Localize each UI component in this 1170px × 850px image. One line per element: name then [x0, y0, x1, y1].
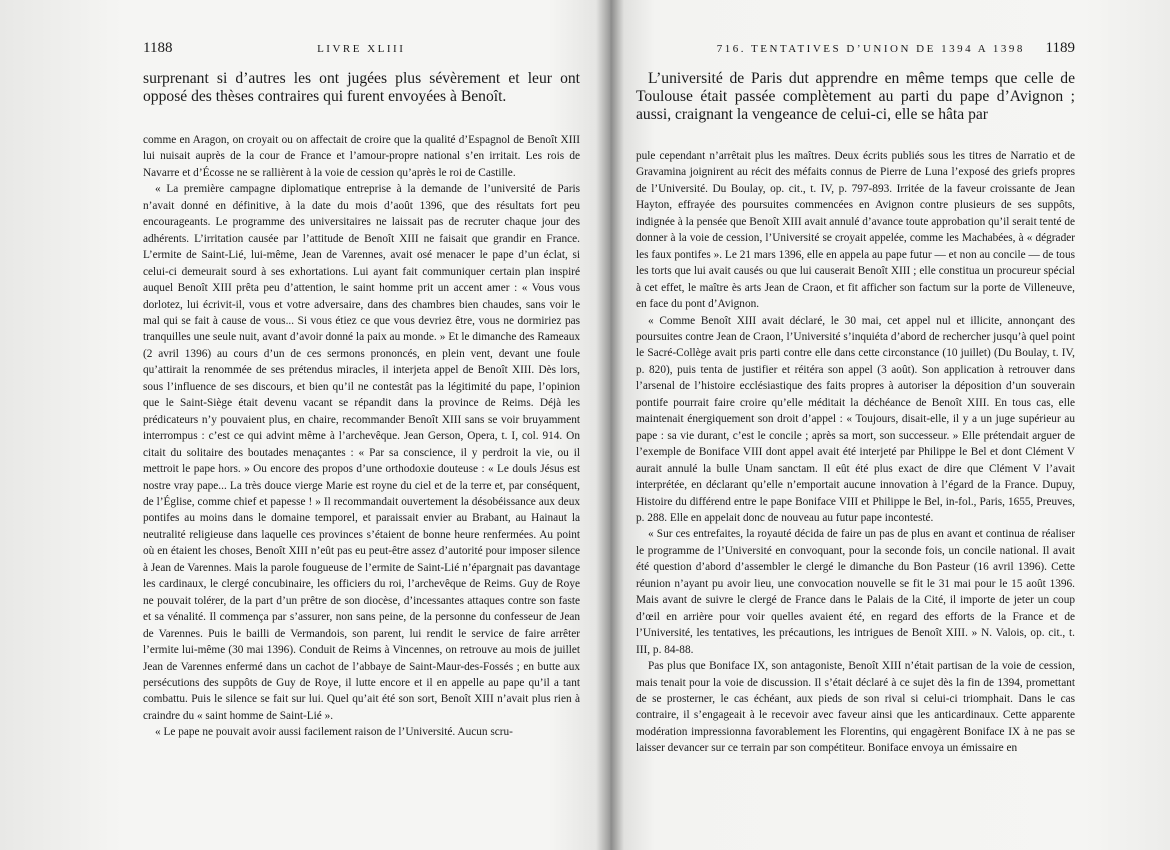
left-page-number: 1188: [143, 40, 173, 56]
left-lead-text: surprenant si d’autres les ont jugées plus sévèrement et leur ont opposé des thèses contraires qui furent envoyées à Benoît.: [143, 70, 580, 105]
right-running-title: 716. TENTATIVES D’UNION DE 1394 A 1398: [716, 43, 1025, 55]
right-paragraph-3: « Sur ces entrefaites, la royauté décida de faire un pas de plus en avant et continua de réaliser le programme de l’Université en convoquant, pour la seconde fois, un concile national. Il avait été question d’abord d’assembler le clergé le dimanche du Bon Pasteur (16 avril 1396). Cette réunion n’ayant pu avoir lieu, une convocation nouvelle se fit le 31 mai pour le 15 août 1396. Mais avant de suivre le clergé de France dans le Palais de la Cité, il importe de jeter un coup d’œil en arrière pour voir quelles avaient été, en regard des efforts de la France et de l’Université, les tentatives, les précautions, les intrigues de Benoît XIII. » N. Valois, op. cit., t. III, p. 84-88.: [636, 528, 1075, 656]
left-running-head: [143, 40, 580, 66]
book-gutter-shadow: [596, 0, 624, 850]
right-paragraph-4: Pas plus que Boniface IX, son antagoniste, Benoît XIII n’était partisan de la voie de cession, mais tenait pour la voie de discussion. Il s’était déclaré à ce sujet dès la fin de 1394, promettant de se prosterner, le cas échéant, aux pieds de son rival si celui-ci triomphait. Dans le cas contraire, il s’engageait à le recevoir avec faveur ainsi que les anticardinaux. Cette apparente modération impressionna favorablement les Florentins, qui engagèrent Boniface IX à ne pas se laisser devancer sur ce terrain par son compétiteur. Boniface envoya un émissaire en: [636, 660, 1075, 755]
left-paragraph-3: « Le pape ne pouvait avoir aussi facilement raison de l’Université. Aucun scru-: [155, 726, 513, 739]
right-running-head: [636, 40, 1075, 66]
right-paragraph-2: « Comme Benoît XIII avait déclaré, le 30 mai, cet appel nul et illicite, annonçant des poursuites contre Jean de Craon, l’Université s’inquiéta d’abord de rechercher jusqu’à quel point le Sacré-Collège avait pris parti contre elle dans cette circonstance (10 juillet) (Du Boulay, t. IV, p. 820), puis tenta de justifier et réitéra son appel (3 août). Son application à retrouver dans l’arsenal de l’histoire ecclésiastique des faits propres à autoriser la déposition d’un souverain pontife pourrait faire croire qu’elle méditait la déchéance de Benoît XIII. En tous cas, elle maintenait énergiquement son droit d’appel : « Toujours, disait-elle, il y a un juge supérieur au pape : sa vie durant, c’est le concile ; après sa mort, son successeur. » Elle prétendait arguer de l’exemple de Boniface VIII dont appel avait été interjeté par Philippe le Bel et dont Clément V aurait annulé la bulle Unam sanctam. Il eût été plus exact de dire que Clément V l’avait interprétée, en déclarant qu’elle n’emportait aucune innovation à l’égard de la France. Dupuy, Histoire du différend entre le pape Boniface VIII et Philippe le Bel, in-fol., Paris, 1655, Preuves, p. 288. Elle en appelait donc de nouveau au futur pape incontesté.: [636, 314, 1075, 524]
right-paragraph-1: pule cependant n’arrêtait plus les maîtres. Deux écrits publiés sous les titres de Narratio et de Gravamina joignirent au récit des méfaits connus de Pierre de Luna l’exposé des griefs propres de l’Université. Du Boulay, op. cit., t. IV, p. 797-893. Irritée de la faveur croissante de Jean Hayton, effrayée des poursuites commencées en Avignon contre plusieurs de ses suppôts, indignée à la pensée que Benoît XIII avait annulé d’avance toute approbation qu’il serait tenté de donner à la voie de cession, l’Université se croyait appelée, comme les Machabées, à « dégrader les faux pontifes ». Le 21 mars 1396, elle en appela au pape futur — et non au concile — de tous les torts que lui avait causés ou que lui causerait Benoît XIII ; elle constitua un procureur spécial à cet effet, le maître ès arts Jean de Craon, et fit afficher son factum sur la porte de Villeneuve, en face du pont d’Avignon.: [636, 150, 1075, 311]
right-page: [610, 0, 1170, 850]
left-paragraph-2: « La première campagne diplomatique entreprise à la demande de l’université de Paris n’avait donné en définitive, à la date du mois d’août 1396, que des résultats fort peu encourageants. Le programme des universitaires ne laissait pas de recruter chaque jour des adhérents. L’irritation causée par l’attitude de Benoît XIII ne faisait que grandir en France. L’ermite de Saint-Lié, lui-même, Jean de Varennes, avait osé menacer le pape d’un éclat, si celui-ci demeurait sourd à ses exhortations. Lui ayant fait communiquer certain plan inspiré auquel Benoît XIII prêta peu d’attention, le saint homme prit un accent amer : « Vous vous dorlotez, lui écrivit-il, vous et votre adversaire, dans des chambres bien chaudes, sans voir le mal qui se fait à cause de vous... Si vous étiez ce que vous devriez être, vous ne dormiriez pas tranquilles une seule nuit, avant d’avoir donné la paix au monde. » Et le dimanche des Rameaux (2 avril 1396) au cours d’un de ces sermons prononcés, en plein vent, devant une foule qu’attirait la renommée de ses prétendus miracles, il interjeta appel de Benoît XIII. Dès lors, sous l’influence de ses discours, et bien qu’il ne contestât pas la légitimité du pape, l’opinion que le Saint-Siège était devenu vacant se répandit dans la province de Reims. Déjà les prédicateurs n’y pouvaient plus, en chaire, recommander Benoît XIII sans se voir bruyamment interrompus : c’est ce qui advint même à l’archevêque. Jean Gerson, Opera, t. I, col. 914. On citait du solitaire des boutades menaçantes : « Par sa conscience, il y perdroit la vie, ou il mettroit le pape hors. » Ou encore des propos d’une orthodoxie douteuse : « Le douls Jésus est nostre vray pape... La très douce vierge Marie est royne du ciel et de la terre et, par conséquent, de l’Église, comme chief et papesse ! » Il recommandait ouvertement la désobéissance aux deux pontifes au moins dans le domaine temporel, et paraissait envier au Brabant, au Hainaut la neutralité religieuse dans laquelle ces provinces s’étaient de bonne heure renfermées. Au point où en étaient les choses, Benoît XIII n’eût pas eu peut-être assez d’autorité pour imposer silence à Jean de Varennes. Mais la parole fougueuse de l’ermite de Saint-Lié n’épargnait pas davantage les cardinaux, le clergé concubinaire, les officiers du roi, l’archevêque de Reims. Guy de Roye ne pouvait tolérer, de la part d’un prêtre de son diocèse, d’incessantes attaques contre son faste et sa vénalité. Il commença par s’assurer, non sans peine, de la personne du confesseur de Jean de Varennes. Puis le bailli de Vermandois, son parent, lui rendit le service de faire arrêter l’ermite lui-même (30 mai 1396). Conduit de Reims à Vincennes, on retrouve au mois de juillet Jean de Varennes enfermé dans un cachot de l’abbaye de Saint-Maur-des-Fossés ; en butte aux persécutions des suppôts de Guy de Roye, il lutte encore et il en appelle au pape qu’il a tant combattu. Puis le silence se fait sur lui. Quel qu’ait été son sort, Benoît XIII n’avait plus rien à craindre du « saint homme de Saint-Lié ».: [143, 183, 580, 722]
left-running-title: LIVRE XLIII: [317, 43, 406, 55]
right-body-text: [636, 148, 1075, 757]
right-page-number: 1189: [1045, 40, 1075, 56]
right-lead-text: L’université de Paris dut apprendre en même temps que celle de Toulouse était passée complètement au parti du pape d’Avignon ; aussi, craignant la vengeance de celui-ci, elle se hâta par: [636, 70, 1075, 123]
left-body-text: [143, 132, 580, 741]
left-paragraph-1: comme en Aragon, on croyait ou on affectait de croire que la qualité d’Espagnol de Benoît XIII lui nuisait auprès de la cour de France et l’amour-propre national s’en irritait. Les rois de Navarre et d’Écosse ne se rallièrent à la voie de cession qu’après le roi de Castille.: [143, 134, 580, 179]
